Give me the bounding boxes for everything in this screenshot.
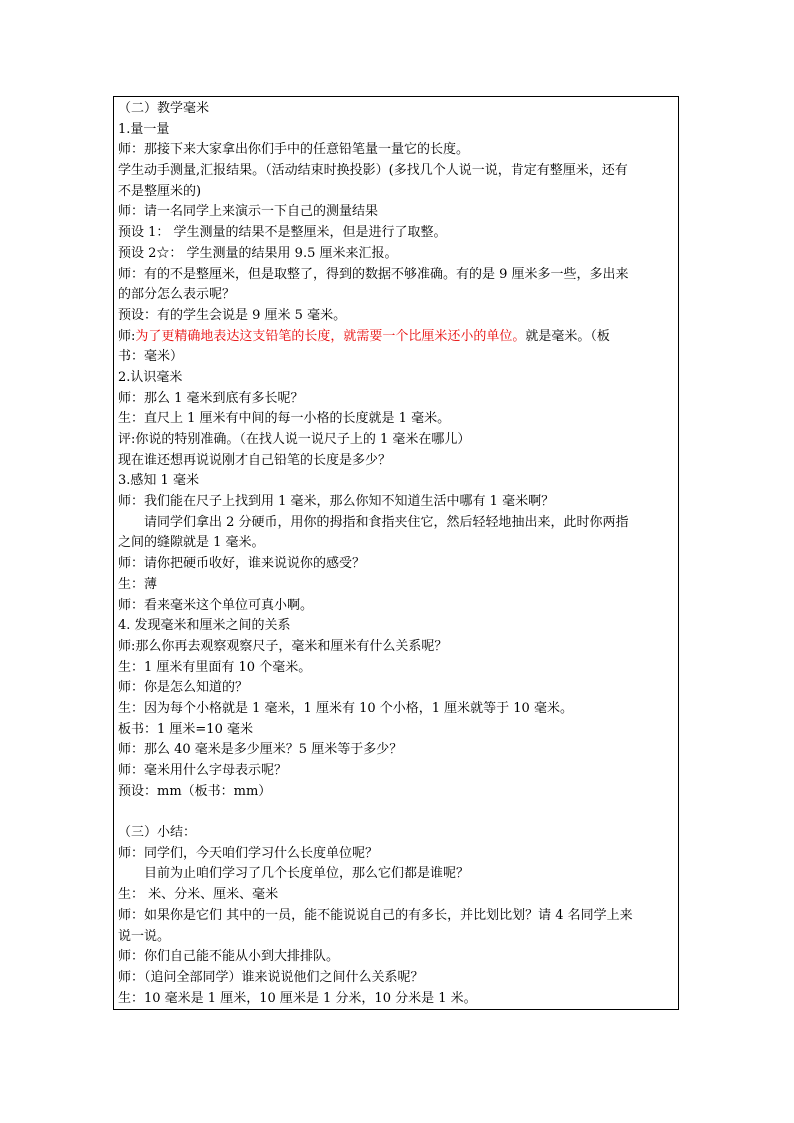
text-line: 请同学们拿出 2 分硬币，用你的拇指和食指夹住它，然后轻轻地抽出来，此时你两指 [144,514,629,530]
line-suffix: 就是毫米。（板 [525,328,610,344]
text-line: （三）小结： [118,825,197,841]
text-line: 预设 1： 学生测量的结果不是整厘米，但是进行了取整。 [118,225,447,241]
text-line: 生：10 毫米是 1 厘米，10 厘米是 1 分米，10 分米是 1 米。 [118,990,477,1006]
text-line: 师：请你把硬币收好，谁来说说你的感受？ [118,556,366,572]
text-line: 现在谁还想再说说刚才自己铅笔的长度是多少？ [118,452,392,468]
text-line: 师：我们能在尺子上找到用 1 毫米，那么你知不知道生活中哪有 1 毫米啊？ [118,494,555,510]
text-line: 预设 2☆： 学生测量的结果用 9.5 厘米来汇报。 [118,245,398,261]
text-line: 2.认识毫米 [118,369,183,385]
text-line: 师：你们自己能不能从小到大排排队。 [118,949,340,965]
text-line: 师：看来毫米这个单位可真小啊。 [118,597,314,613]
text-line: 师：那么 40 毫米是多少厘米？5 厘米等于多少？ [118,742,403,758]
text-line: 师：那么 1 毫米到底有多长呢？ [118,390,304,406]
text-line: 目前为止咱们学习了几个长度单位，那么它们都是谁呢？ [144,866,470,882]
text-line: （二）教学毫米 [118,101,210,116]
text-line: 1.量一量 [118,121,170,137]
highlighted-text: 为了更精确地表达这支铅笔的长度，就需要一个比厘米还小的单位。 [135,328,526,344]
text-line: 预设：有的学生会说是 9 厘米 5 毫米。 [118,307,347,323]
text-line: 师：同学们，今天咱们学习什么长度单位呢？ [118,845,379,861]
line-prefix: 师: [118,328,136,344]
lesson-plan-table-cell [113,96,679,1010]
blank-line [118,802,678,823]
text-line: 生：1 厘米有里面有 10 个毫米。 [118,659,312,675]
text-line: 师：有的不是整厘米，但是取整了，得到的数据不够准确。有的是 9 厘米多一些，多出来 [118,266,629,282]
text-line: 书：毫米） [118,349,184,365]
text-line: 板书：1 厘米=10 毫米 [118,721,253,737]
text-line: 师：请一名同学上来演示一下自己的测量结果 [118,204,379,220]
text-line: 3.感知 1 毫米 [118,473,199,489]
text-line: 师：你是怎么知道的？ [118,680,249,696]
text-line: 4. 发现毫米和厘米之间的关系 [118,618,291,634]
text-line: 师：毫米用什么字母表示呢？ [118,763,288,778]
text-line: 不是整厘米的) [118,183,202,199]
text-line: 师：如果你是它们 其中的一员，能不能说说自己的有多长，并比划比划？请 4 名同学上来 [118,907,633,923]
text-line: 师：那接下来大家拿出你们手中的任意铅笔量一量它的长度。 [118,142,470,158]
text-line: 评:你说的特别准确。（在找人说一说尺子上的 1 毫米在哪儿） [118,432,471,447]
text-line: 生： 米、分米、厘米、毫米 [118,887,279,903]
text-line: 师：（追问全部同学）谁来说说他们之间什么关系呢？ [118,969,424,985]
text-line: 之间的缝隙就是 1 毫米。 [118,535,265,551]
text-line: 师:那么你再去观察观察尺子，毫米和厘米有什么关系呢？ [118,638,448,654]
text-line: 生：直尺上 1 厘米有中间的每一小格的长度就是 1 毫米。 [118,411,451,427]
text-line [118,327,678,348]
text-line: 说一说。 [118,928,171,944]
text-line: 生：薄 [118,576,158,592]
text-line: 生：因为每个小格就是 1 毫米，1 厘米有 10 个小格，1 厘米就等于 10 毫米。 [118,700,573,716]
lesson-text-body [118,99,678,1009]
text-line: 学生动手测量,汇报结果。（活动结束时换投影）(多找几个人说一说，肯定有整厘米，还有 [118,163,628,179]
text-line: 的部分怎么表示呢？ [118,287,236,303]
text-line: 预设：mm（板书：mm） [118,783,272,799]
